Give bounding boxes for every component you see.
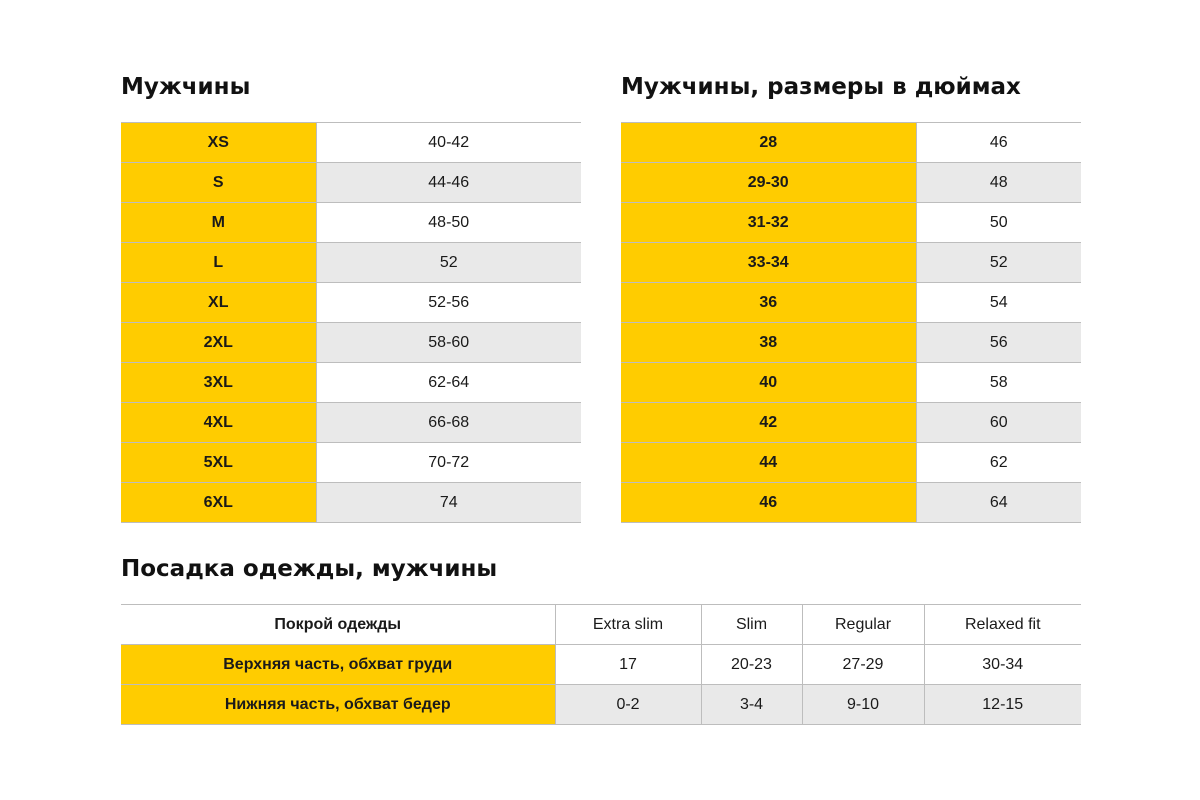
- table-row: [621, 483, 1081, 523]
- fit-value-cell: 0-2: [555, 685, 701, 725]
- table-row: [121, 483, 581, 523]
- ru-size-cell: 48: [916, 163, 1081, 203]
- fit-value-cell: 20-23: [701, 645, 802, 685]
- table-header-row: [121, 605, 1081, 645]
- table-row: [621, 323, 1081, 363]
- table-row: [621, 403, 1081, 443]
- men-sizes-table: [121, 122, 581, 523]
- size-cell: M: [121, 203, 316, 243]
- ru-size-cell: 64: [916, 483, 1081, 523]
- size-cell: 4XL: [121, 403, 316, 443]
- ru-size-cell: 52-56: [316, 283, 581, 323]
- inch-size-cell: 36: [621, 283, 916, 323]
- table-row: [121, 323, 581, 363]
- column-header-fit: Покрой одежды: [121, 605, 555, 645]
- fit-section-title: Посадка одежды, мужчины: [121, 556, 498, 582]
- ru-size-cell: 40-42: [316, 123, 581, 163]
- ru-size-cell: 52: [916, 243, 1081, 283]
- size-cell: XL: [121, 283, 316, 323]
- ru-size-cell: 60: [916, 403, 1081, 443]
- size-cell: L: [121, 243, 316, 283]
- ru-size-cell: 74: [316, 483, 581, 523]
- table-row: [121, 123, 581, 163]
- ru-size-cell: 48-50: [316, 203, 581, 243]
- size-cell: 6XL: [121, 483, 316, 523]
- inch-size-cell: 31-32: [621, 203, 916, 243]
- size-cell: XS: [121, 123, 316, 163]
- fit-value-cell: 3-4: [701, 685, 802, 725]
- ru-size-cell: 70-72: [316, 443, 581, 483]
- table-row: [121, 243, 581, 283]
- ru-size-cell: 66-68: [316, 403, 581, 443]
- table-row: [621, 163, 1081, 203]
- table-row: [121, 645, 1081, 685]
- inch-size-cell: 28: [621, 123, 916, 163]
- ru-size-cell: 56: [916, 323, 1081, 363]
- ru-size-cell: 58: [916, 363, 1081, 403]
- inch-size-cell: 38: [621, 323, 916, 363]
- fit-value-cell: 30-34: [924, 645, 1081, 685]
- ru-size-cell: 54: [916, 283, 1081, 323]
- ru-size-cell: 50: [916, 203, 1081, 243]
- table-row: [121, 403, 581, 443]
- table-row: [121, 163, 581, 203]
- inch-size-cell: 46: [621, 483, 916, 523]
- table-row: [121, 443, 581, 483]
- inch-size-cell: 42: [621, 403, 916, 443]
- inch-size-cell: 29-30: [621, 163, 916, 203]
- ru-size-cell: 62-64: [316, 363, 581, 403]
- inch-size-cell: 40: [621, 363, 916, 403]
- column-header-slim: Slim: [701, 605, 802, 645]
- table-row: [121, 283, 581, 323]
- size-cell: 3XL: [121, 363, 316, 403]
- men-inches-table: [621, 122, 1081, 523]
- ru-size-cell: 58-60: [316, 323, 581, 363]
- row-label-chest: Верхняя часть, обхват груди: [121, 645, 555, 685]
- row-label-hips: Нижняя часть, обхват бедер: [121, 685, 555, 725]
- column-header-relaxed-fit: Relaxed fit: [924, 605, 1081, 645]
- size-cell: 5XL: [121, 443, 316, 483]
- men-sizes-title: Мужчины: [121, 74, 251, 100]
- table-row: [621, 363, 1081, 403]
- inch-size-cell: 44: [621, 443, 916, 483]
- ru-size-cell: 52: [316, 243, 581, 283]
- column-header-extra-slim: Extra slim: [555, 605, 701, 645]
- ru-size-cell: 62: [916, 443, 1081, 483]
- table-row: [621, 283, 1081, 323]
- table-row: [621, 443, 1081, 483]
- ru-size-cell: 44-46: [316, 163, 581, 203]
- table-row: [621, 123, 1081, 163]
- ru-size-cell: 46: [916, 123, 1081, 163]
- column-header-regular: Regular: [802, 605, 924, 645]
- fit-value-cell: 12-15: [924, 685, 1081, 725]
- fit-value-cell: 17: [555, 645, 701, 685]
- size-cell: S: [121, 163, 316, 203]
- table-row: [621, 203, 1081, 243]
- fit-value-cell: 27-29: [802, 645, 924, 685]
- fit-table: [121, 604, 1081, 725]
- table-row: [621, 243, 1081, 283]
- size-cell: 2XL: [121, 323, 316, 363]
- table-row: [121, 203, 581, 243]
- inch-size-cell: 33-34: [621, 243, 916, 283]
- table-row: [121, 363, 581, 403]
- men-inches-title: Мужчины, размеры в дюймах: [621, 74, 1021, 100]
- fit-value-cell: 9-10: [802, 685, 924, 725]
- table-row: [121, 685, 1081, 725]
